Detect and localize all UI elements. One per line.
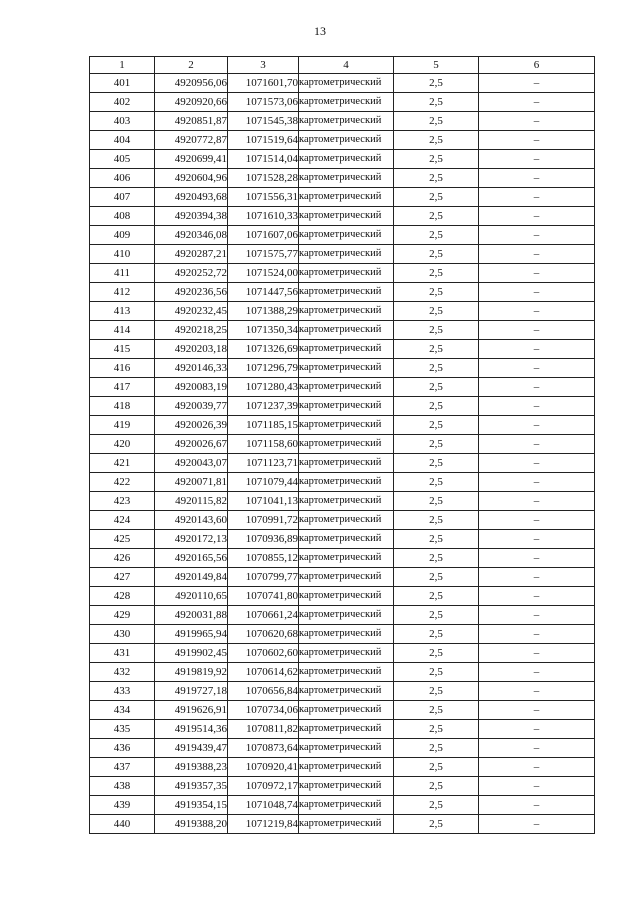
note-cell: – xyxy=(479,93,595,112)
note-cell: – xyxy=(479,454,595,473)
method-cell: картометрический xyxy=(299,530,394,549)
x-coordinate-cell: 4919626,91 xyxy=(155,701,228,720)
note-cell: – xyxy=(479,549,595,568)
note-cell: – xyxy=(479,701,595,720)
x-coordinate-cell: 4919902,45 xyxy=(155,644,228,663)
note-cell: – xyxy=(479,416,595,435)
x-coordinate-cell: 4919727,18 xyxy=(155,682,228,701)
table-row xyxy=(90,663,595,682)
y-coordinate-cell: 1071545,38 xyxy=(228,112,299,131)
method-cell: картометрический xyxy=(299,701,394,720)
note-cell: – xyxy=(479,568,595,587)
x-coordinate-cell: 4920772,87 xyxy=(155,131,228,150)
note-cell: – xyxy=(479,264,595,283)
y-coordinate-cell: 1071041,13 xyxy=(228,492,299,511)
table-row xyxy=(90,701,595,720)
note-cell: – xyxy=(479,435,595,454)
x-coordinate-cell: 4920920,66 xyxy=(155,93,228,112)
y-coordinate-cell: 1071607,06 xyxy=(228,226,299,245)
y-coordinate-cell: 1070741,80 xyxy=(228,587,299,606)
x-coordinate-cell: 4919514,36 xyxy=(155,720,228,739)
method-cell: картометрический xyxy=(299,378,394,397)
x-coordinate-cell: 4920236,56 xyxy=(155,283,228,302)
table-row xyxy=(90,112,595,131)
note-cell: – xyxy=(479,606,595,625)
point-number-cell: 432 xyxy=(90,663,155,682)
x-coordinate-cell: 4920115,82 xyxy=(155,492,228,511)
accuracy-cell: 2,5 xyxy=(394,188,479,207)
y-coordinate-cell: 1070602,60 xyxy=(228,644,299,663)
accuracy-cell: 2,5 xyxy=(394,131,479,150)
note-cell: – xyxy=(479,74,595,93)
note-cell: – xyxy=(479,226,595,245)
method-cell: картометрический xyxy=(299,416,394,435)
table-row xyxy=(90,245,595,264)
method-cell: картометрический xyxy=(299,112,394,131)
note-cell: – xyxy=(479,758,595,777)
x-coordinate-cell: 4920252,72 xyxy=(155,264,228,283)
point-number-cell: 438 xyxy=(90,777,155,796)
point-number-cell: 405 xyxy=(90,150,155,169)
y-coordinate-cell: 1071556,31 xyxy=(228,188,299,207)
method-cell: картометрический xyxy=(299,131,394,150)
y-coordinate-cell: 1070614,62 xyxy=(228,663,299,682)
x-coordinate-cell: 4920346,08 xyxy=(155,226,228,245)
accuracy-cell: 2,5 xyxy=(394,112,479,131)
note-cell: – xyxy=(479,587,595,606)
x-coordinate-cell: 4920083,19 xyxy=(155,378,228,397)
x-coordinate-cell: 4919965,94 xyxy=(155,625,228,644)
accuracy-cell: 2,5 xyxy=(394,720,479,739)
note-cell: – xyxy=(479,131,595,150)
note-cell: – xyxy=(479,207,595,226)
point-number-cell: 418 xyxy=(90,397,155,416)
method-cell: картометрический xyxy=(299,226,394,245)
table-row xyxy=(90,473,595,492)
point-number-cell: 415 xyxy=(90,340,155,359)
x-coordinate-cell: 4920165,56 xyxy=(155,549,228,568)
method-cell: картометрический xyxy=(299,739,394,758)
x-coordinate-cell: 4920146,33 xyxy=(155,359,228,378)
y-coordinate-cell: 1071280,43 xyxy=(228,378,299,397)
note-cell: – xyxy=(479,378,595,397)
point-number-cell: 410 xyxy=(90,245,155,264)
y-coordinate-cell: 1070936,89 xyxy=(228,530,299,549)
header-cell-6: 6 xyxy=(479,57,595,74)
accuracy-cell: 2,5 xyxy=(394,682,479,701)
method-cell: картометрический xyxy=(299,606,394,625)
accuracy-cell: 2,5 xyxy=(394,340,479,359)
header-cell-2: 2 xyxy=(155,57,228,74)
point-number-cell: 439 xyxy=(90,796,155,815)
x-coordinate-cell: 4919388,20 xyxy=(155,815,228,834)
accuracy-cell: 2,5 xyxy=(394,321,479,340)
method-cell: картометрический xyxy=(299,340,394,359)
method-cell: картометрический xyxy=(299,492,394,511)
point-number-cell: 436 xyxy=(90,739,155,758)
table-row xyxy=(90,549,595,568)
accuracy-cell: 2,5 xyxy=(394,359,479,378)
point-number-cell: 431 xyxy=(90,644,155,663)
y-coordinate-cell: 1071447,56 xyxy=(228,283,299,302)
table-row xyxy=(90,682,595,701)
table-row xyxy=(90,74,595,93)
y-coordinate-cell: 1071048,74 xyxy=(228,796,299,815)
method-cell: картометрический xyxy=(299,473,394,492)
point-number-cell: 425 xyxy=(90,530,155,549)
y-coordinate-cell: 1070661,24 xyxy=(228,606,299,625)
table-row xyxy=(90,321,595,340)
method-cell: картометрический xyxy=(299,815,394,834)
table-row xyxy=(90,568,595,587)
table-header xyxy=(90,57,595,74)
y-coordinate-cell: 1071123,71 xyxy=(228,454,299,473)
y-coordinate-cell: 1070991,72 xyxy=(228,511,299,530)
x-coordinate-cell: 4920232,45 xyxy=(155,302,228,321)
point-number-cell: 440 xyxy=(90,815,155,834)
table-row xyxy=(90,378,595,397)
point-number-cell: 403 xyxy=(90,112,155,131)
note-cell: – xyxy=(479,796,595,815)
header-cell-1: 1 xyxy=(90,57,155,74)
table-row xyxy=(90,511,595,530)
y-coordinate-cell: 1071575,77 xyxy=(228,245,299,264)
x-coordinate-cell: 4920851,87 xyxy=(155,112,228,131)
note-cell: – xyxy=(479,283,595,302)
table-row xyxy=(90,815,595,834)
x-coordinate-cell: 4920172,13 xyxy=(155,530,228,549)
method-cell: картометрический xyxy=(299,169,394,188)
x-coordinate-cell: 4920143,60 xyxy=(155,511,228,530)
y-coordinate-cell: 1071237,39 xyxy=(228,397,299,416)
y-coordinate-cell: 1070855,12 xyxy=(228,549,299,568)
table-row xyxy=(90,397,595,416)
table-row xyxy=(90,359,595,378)
note-cell: – xyxy=(479,739,595,758)
y-coordinate-cell: 1071350,34 xyxy=(228,321,299,340)
point-number-cell: 422 xyxy=(90,473,155,492)
point-number-cell: 428 xyxy=(90,587,155,606)
note-cell: – xyxy=(479,169,595,188)
note-cell: – xyxy=(479,511,595,530)
note-cell: – xyxy=(479,720,595,739)
method-cell: картометрический xyxy=(299,321,394,340)
method-cell: картометрический xyxy=(299,150,394,169)
point-number-cell: 401 xyxy=(90,74,155,93)
table-row xyxy=(90,302,595,321)
x-coordinate-cell: 4920394,38 xyxy=(155,207,228,226)
note-cell: – xyxy=(479,112,595,131)
note-cell: – xyxy=(479,625,595,644)
y-coordinate-cell: 1070656,84 xyxy=(228,682,299,701)
table-row xyxy=(90,644,595,663)
accuracy-cell: 2,5 xyxy=(394,796,479,815)
table-row xyxy=(90,207,595,226)
method-cell: картометрический xyxy=(299,511,394,530)
table-row xyxy=(90,283,595,302)
table-row xyxy=(90,93,595,112)
table-row xyxy=(90,416,595,435)
note-cell: – xyxy=(479,188,595,207)
point-number-cell: 423 xyxy=(90,492,155,511)
accuracy-cell: 2,5 xyxy=(394,245,479,264)
page-number: 13 xyxy=(314,24,326,38)
point-number-cell: 408 xyxy=(90,207,155,226)
coordinates-table xyxy=(89,56,595,834)
x-coordinate-cell: 4920071,81 xyxy=(155,473,228,492)
accuracy-cell: 2,5 xyxy=(394,587,479,606)
y-coordinate-cell: 1071524,00 xyxy=(228,264,299,283)
x-coordinate-cell: 4919354,15 xyxy=(155,796,228,815)
accuracy-cell: 2,5 xyxy=(394,397,479,416)
method-cell: картометрический xyxy=(299,454,394,473)
accuracy-cell: 2,5 xyxy=(394,473,479,492)
method-cell: картометрический xyxy=(299,720,394,739)
accuracy-cell: 2,5 xyxy=(394,435,479,454)
point-number-cell: 417 xyxy=(90,378,155,397)
note-cell: – xyxy=(479,245,595,264)
table-row xyxy=(90,226,595,245)
method-cell: картометрический xyxy=(299,397,394,416)
x-coordinate-cell: 4920039,77 xyxy=(155,397,228,416)
y-coordinate-cell: 1071601,70 xyxy=(228,74,299,93)
table-row xyxy=(90,720,595,739)
point-number-cell: 433 xyxy=(90,682,155,701)
accuracy-cell: 2,5 xyxy=(394,568,479,587)
method-cell: картометрический xyxy=(299,682,394,701)
table-row xyxy=(90,131,595,150)
table-body xyxy=(90,74,595,834)
point-number-cell: 412 xyxy=(90,283,155,302)
y-coordinate-cell: 1070873,64 xyxy=(228,739,299,758)
point-number-cell: 434 xyxy=(90,701,155,720)
x-coordinate-cell: 4920149,84 xyxy=(155,568,228,587)
method-cell: картометрический xyxy=(299,302,394,321)
method-cell: картометрический xyxy=(299,264,394,283)
note-cell: – xyxy=(479,150,595,169)
accuracy-cell: 2,5 xyxy=(394,739,479,758)
note-cell: – xyxy=(479,473,595,492)
table-row xyxy=(90,777,595,796)
point-number-cell: 419 xyxy=(90,416,155,435)
accuracy-cell: 2,5 xyxy=(394,701,479,720)
note-cell: – xyxy=(479,321,595,340)
point-number-cell: 429 xyxy=(90,606,155,625)
method-cell: картометрический xyxy=(299,207,394,226)
accuracy-cell: 2,5 xyxy=(394,625,479,644)
accuracy-cell: 2,5 xyxy=(394,549,479,568)
accuracy-cell: 2,5 xyxy=(394,492,479,511)
point-number-cell: 416 xyxy=(90,359,155,378)
table-row xyxy=(90,435,595,454)
y-coordinate-cell: 1071519,64 xyxy=(228,131,299,150)
point-number-cell: 406 xyxy=(90,169,155,188)
method-cell: картометрический xyxy=(299,644,394,663)
note-cell: – xyxy=(479,644,595,663)
x-coordinate-cell: 4920110,65 xyxy=(155,587,228,606)
x-coordinate-cell: 4920956,06 xyxy=(155,74,228,93)
method-cell: картометрический xyxy=(299,758,394,777)
y-coordinate-cell: 1071296,79 xyxy=(228,359,299,378)
accuracy-cell: 2,5 xyxy=(394,606,479,625)
table-row xyxy=(90,758,595,777)
x-coordinate-cell: 4919388,23 xyxy=(155,758,228,777)
accuracy-cell: 2,5 xyxy=(394,169,479,188)
accuracy-cell: 2,5 xyxy=(394,416,479,435)
header-cell-5: 5 xyxy=(394,57,479,74)
point-number-cell: 411 xyxy=(90,264,155,283)
accuracy-cell: 2,5 xyxy=(394,264,479,283)
table-row xyxy=(90,264,595,283)
x-coordinate-cell: 4920203,18 xyxy=(155,340,228,359)
y-coordinate-cell: 1071610,33 xyxy=(228,207,299,226)
method-cell: картометрический xyxy=(299,568,394,587)
method-cell: картометрический xyxy=(299,549,394,568)
accuracy-cell: 2,5 xyxy=(394,302,479,321)
header-row xyxy=(90,57,595,74)
note-cell: – xyxy=(479,530,595,549)
note-cell: – xyxy=(479,815,595,834)
table-row xyxy=(90,530,595,549)
y-coordinate-cell: 1071388,29 xyxy=(228,302,299,321)
accuracy-cell: 2,5 xyxy=(394,226,479,245)
accuracy-cell: 2,5 xyxy=(394,758,479,777)
accuracy-cell: 2,5 xyxy=(394,74,479,93)
point-number-cell: 420 xyxy=(90,435,155,454)
table-row xyxy=(90,796,595,815)
accuracy-cell: 2,5 xyxy=(394,663,479,682)
point-number-cell: 414 xyxy=(90,321,155,340)
accuracy-cell: 2,5 xyxy=(394,378,479,397)
x-coordinate-cell: 4920699,41 xyxy=(155,150,228,169)
method-cell: картометрический xyxy=(299,245,394,264)
x-coordinate-cell: 4920026,67 xyxy=(155,435,228,454)
note-cell: – xyxy=(479,340,595,359)
point-number-cell: 426 xyxy=(90,549,155,568)
x-coordinate-cell: 4919357,35 xyxy=(155,777,228,796)
point-number-cell: 421 xyxy=(90,454,155,473)
note-cell: – xyxy=(479,492,595,511)
method-cell: картометрический xyxy=(299,93,394,112)
y-coordinate-cell: 1071158,60 xyxy=(228,435,299,454)
point-number-cell: 404 xyxy=(90,131,155,150)
y-coordinate-cell: 1070920,41 xyxy=(228,758,299,777)
y-coordinate-cell: 1071514,04 xyxy=(228,150,299,169)
point-number-cell: 435 xyxy=(90,720,155,739)
accuracy-cell: 2,5 xyxy=(394,530,479,549)
y-coordinate-cell: 1070734,06 xyxy=(228,701,299,720)
y-coordinate-cell: 1071528,28 xyxy=(228,169,299,188)
method-cell: картометрический xyxy=(299,625,394,644)
table-row xyxy=(90,625,595,644)
table-row xyxy=(90,454,595,473)
table-row xyxy=(90,169,595,188)
table-row xyxy=(90,739,595,758)
point-number-cell: 437 xyxy=(90,758,155,777)
y-coordinate-cell: 1071079,44 xyxy=(228,473,299,492)
x-coordinate-cell: 4920043,07 xyxy=(155,454,228,473)
x-coordinate-cell: 4919819,92 xyxy=(155,663,228,682)
table-row xyxy=(90,340,595,359)
table-row xyxy=(90,492,595,511)
accuracy-cell: 2,5 xyxy=(394,454,479,473)
table-row xyxy=(90,587,595,606)
point-number-cell: 413 xyxy=(90,302,155,321)
y-coordinate-cell: 1070972,17 xyxy=(228,777,299,796)
method-cell: картометрический xyxy=(299,777,394,796)
point-number-cell: 430 xyxy=(90,625,155,644)
y-coordinate-cell: 1071326,69 xyxy=(228,340,299,359)
header-cell-3: 3 xyxy=(228,57,299,74)
accuracy-cell: 2,5 xyxy=(394,644,479,663)
accuracy-cell: 2,5 xyxy=(394,815,479,834)
note-cell: – xyxy=(479,663,595,682)
point-number-cell: 407 xyxy=(90,188,155,207)
point-number-cell: 424 xyxy=(90,511,155,530)
note-cell: – xyxy=(479,302,595,321)
accuracy-cell: 2,5 xyxy=(394,283,479,302)
method-cell: картометрический xyxy=(299,283,394,302)
x-coordinate-cell: 4920218,25 xyxy=(155,321,228,340)
point-number-cell: 427 xyxy=(90,568,155,587)
note-cell: – xyxy=(479,777,595,796)
y-coordinate-cell: 1071573,06 xyxy=(228,93,299,112)
table-row xyxy=(90,606,595,625)
x-coordinate-cell: 4920287,21 xyxy=(155,245,228,264)
method-cell: картометрический xyxy=(299,587,394,606)
x-coordinate-cell: 4920493,68 xyxy=(155,188,228,207)
accuracy-cell: 2,5 xyxy=(394,93,479,112)
y-coordinate-cell: 1070620,68 xyxy=(228,625,299,644)
point-number-cell: 402 xyxy=(90,93,155,112)
y-coordinate-cell: 1070811,82 xyxy=(228,720,299,739)
y-coordinate-cell: 1071185,15 xyxy=(228,416,299,435)
table-row xyxy=(90,150,595,169)
method-cell: картометрический xyxy=(299,663,394,682)
header-cell-4: 4 xyxy=(299,57,394,74)
accuracy-cell: 2,5 xyxy=(394,150,479,169)
y-coordinate-cell: 1070799,77 xyxy=(228,568,299,587)
method-cell: картометрический xyxy=(299,74,394,93)
accuracy-cell: 2,5 xyxy=(394,777,479,796)
method-cell: картометрический xyxy=(299,188,394,207)
note-cell: – xyxy=(479,397,595,416)
method-cell: картометрический xyxy=(299,359,394,378)
x-coordinate-cell: 4920031,88 xyxy=(155,606,228,625)
method-cell: картометрический xyxy=(299,435,394,454)
x-coordinate-cell: 4920604,96 xyxy=(155,169,228,188)
point-number-cell: 409 xyxy=(90,226,155,245)
method-cell: картометрический xyxy=(299,796,394,815)
table-row xyxy=(90,188,595,207)
accuracy-cell: 2,5 xyxy=(394,207,479,226)
x-coordinate-cell: 4919439,47 xyxy=(155,739,228,758)
x-coordinate-cell: 4920026,39 xyxy=(155,416,228,435)
note-cell: – xyxy=(479,682,595,701)
accuracy-cell: 2,5 xyxy=(394,511,479,530)
note-cell: – xyxy=(479,359,595,378)
y-coordinate-cell: 1071219,84 xyxy=(228,815,299,834)
